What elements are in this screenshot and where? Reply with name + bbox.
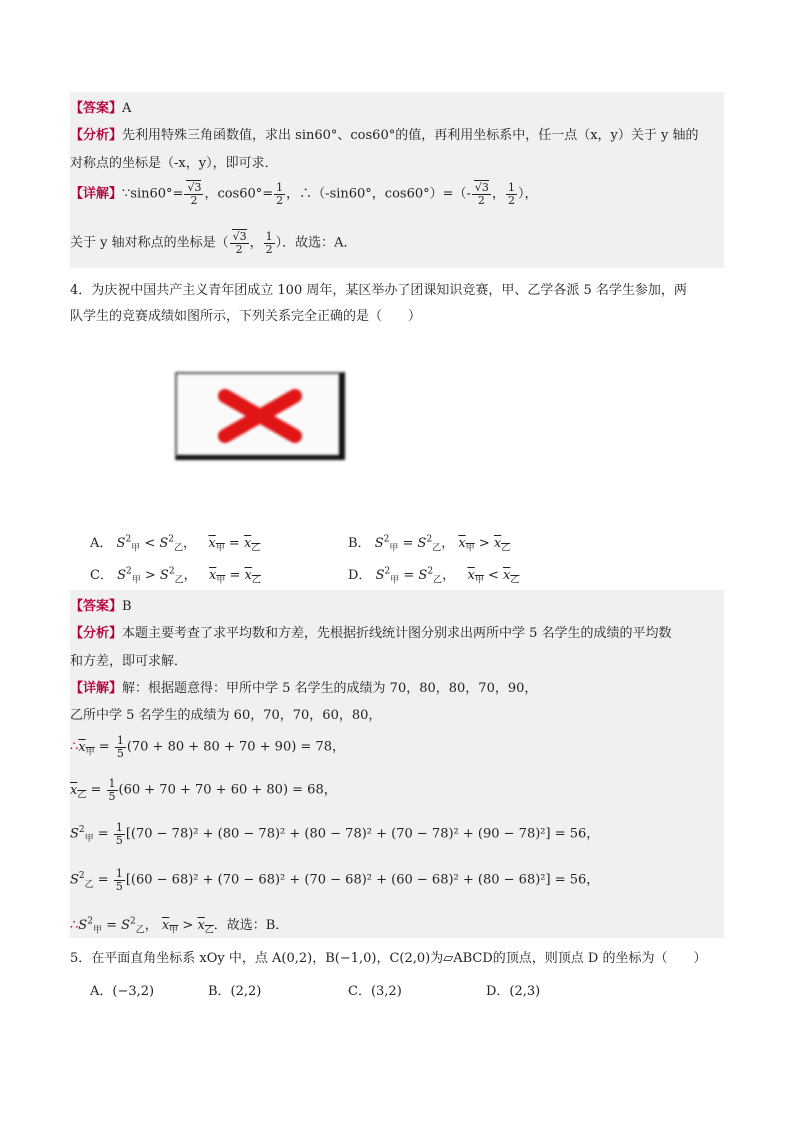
detail-text: 乙所中学 5 名学生的成绩为 60，70，70，60，80， [70, 708, 382, 723]
answer-tag: 【答案】 [70, 599, 123, 614]
question-text: 5．在平面直角坐标系 xOy 中，点 A(0,2)，B(−1,0)，C(2,0)为▱ABCD的顶点，则顶点 D 的坐标为（ ） [70, 951, 707, 966]
q4-analysis-line-1 [70, 622, 672, 641]
option-text: D．(2,3) [486, 984, 541, 999]
q4-var-jia-line: $S^2_甲$ = $\frac{1}{5}$ [(70 − 78)² + (80 − 78)² + (80 − 78)² + (70 − 78)² + (90 − 78)²] = 56， [70, 821, 600, 847]
fraction-sqrt3-over-2 [472, 182, 491, 206]
subscript: 乙 [433, 575, 443, 586]
subscript: 甲 [85, 747, 95, 758]
fraction-1-over-5 [114, 868, 125, 892]
analysis-text: 本题主要考查了求平均数和方差，先根据折线统计图分别求出两所中学 5 名学生的成绩的平均数 [122, 626, 672, 641]
broken-image-icon [175, 372, 345, 460]
analysis-text: 对称点的坐标是（-x，y），即可求． [70, 156, 278, 171]
question-text: 4．为庆祝中国共产主义青年团成立 100 周年，某区举办了团课知识竞赛，甲、乙学各派 5 名学生参加，两 [70, 283, 687, 298]
q3-analysis-line-1 [70, 124, 699, 143]
subscript: 甲 [131, 575, 141, 586]
numerator: 1 [116, 734, 124, 747]
subscript: 乙 [174, 575, 184, 586]
formula-text: [(70 − 78)² + (80 − 78)² + (80 − 78)² + (70 − 78)² + (90 − 78)²] = 56， [125, 826, 600, 842]
answer-value: A [122, 101, 132, 116]
numerator: 1 [115, 821, 123, 834]
denominator: 2 [265, 242, 273, 256]
subscript: 甲 [131, 543, 141, 554]
detail-tag: 【详解】 [70, 186, 123, 202]
numerator: 1 [507, 181, 515, 194]
subscript: 乙 [84, 880, 94, 891]
subscript: 甲 [215, 543, 225, 554]
denominator: 2 [190, 193, 198, 207]
q4-question-line-2 [70, 305, 421, 324]
q4-detail-line-2 [70, 704, 381, 723]
q4-final-line: $\therefore S^2_甲 = S^2_乙$， $x_甲 > x_乙$．故选：B． [70, 916, 289, 936]
denominator: 5 [108, 789, 116, 803]
numerator: 1 [276, 181, 284, 194]
denominator: 5 [115, 833, 123, 847]
denominator: 2 [477, 193, 485, 207]
fraction-sqrt3-over-2 [184, 182, 203, 206]
denominator: 5 [116, 746, 124, 760]
subscript: 乙 [77, 790, 87, 801]
detail-text: ，cos60°= [204, 186, 274, 202]
fraction-sqrt3-over-2 [230, 231, 249, 255]
detail-text: ∵sin60°= [122, 186, 184, 202]
question-text: 队学生的竞赛成绩如图所示，下列关系完全正确的是（ ） [70, 309, 422, 324]
q4-mean-yi-line: $x_乙$ = $\frac{1}{5}$ (60 + 70 + 70 + 60 + 80) = 68， [70, 777, 337, 803]
numerator: 1 [108, 777, 116, 790]
q4-option-d[interactable]: D． $S^2_甲 = S^2_乙$， $x_甲 < x_乙$ [348, 566, 520, 586]
subscript: 甲 [465, 543, 475, 554]
numerator: 1 [115, 867, 123, 880]
q4-answer-line [70, 595, 132, 614]
subscript: 甲 [169, 925, 179, 936]
denominator: 5 [115, 879, 123, 893]
q4-mean-jia-line: $\therefore x_甲$ = $\frac{1}{5}$ (70 + 80 + 80 + 70 + 90) = 78， [70, 734, 345, 760]
fraction-1-over-2 [264, 231, 275, 255]
q4-analysis-line-2 [70, 650, 187, 669]
q3-answer-line [70, 97, 131, 116]
formula-text: ．故选：B． [213, 918, 289, 933]
q5-option-c[interactable] [348, 980, 402, 999]
subscript: 乙 [251, 575, 261, 586]
option-text: C．(3,2) [348, 984, 402, 999]
denominator: 2 [276, 193, 284, 207]
subscript: 甲 [84, 834, 94, 845]
subscript: 乙 [135, 925, 145, 936]
q5-option-b[interactable] [208, 980, 261, 999]
subscript: 甲 [390, 575, 400, 586]
option-label: A． [90, 536, 113, 551]
subscript: 乙 [204, 925, 214, 936]
subscript: 甲 [389, 543, 399, 554]
conclusion-text: ， [249, 235, 263, 251]
analysis-text: 和方差，即可求解． [70, 654, 188, 669]
q4-var-yi-line: $S^2_乙$ = $\frac{1}{5}$ [(60 − 68)² + (70 − 68)² + (70 − 68)² + (60 − 68)² + (80 − 68)²] = 56， [70, 867, 600, 893]
q4-question-line-1 [70, 279, 687, 298]
detail-text: ）， [517, 186, 538, 202]
detail-text: ，∴（-sin60°，cos60°）=（- [286, 186, 471, 202]
q5-option-d[interactable] [486, 980, 540, 999]
q3-conclusion-line [70, 231, 357, 255]
fraction-1-over-5 [107, 778, 118, 802]
q3-detail-line [70, 182, 537, 206]
formula-text: (60 + 70 + 70 + 60 + 80) = 68， [118, 782, 337, 798]
analysis-tag: 【分析】 [70, 626, 123, 641]
q5-option-a[interactable] [90, 980, 154, 999]
option-text: A．(−3,2) [90, 984, 155, 999]
analysis-text: 先利用特殊三角函数值，求出 sin60°、cos60°的值，再利用坐标系中，任一点（x，y）关于 y 轴的 [122, 128, 699, 143]
subscript: 乙 [510, 575, 520, 586]
red-x-icon [217, 386, 303, 446]
formula-text: (70 + 80 + 80 + 70 + 90) = 78， [126, 739, 345, 755]
numerator: √3 [187, 181, 202, 194]
q4-option-a[interactable]: A． $S^2_甲 < S^2_乙$， $x_甲 = x_乙$ [90, 534, 261, 554]
detail-tag: 【详解】 [70, 681, 123, 696]
option-label: B． [348, 536, 371, 551]
subscript: 甲 [474, 575, 484, 586]
option-label: D． [348, 568, 372, 583]
numerator: √3 [232, 230, 247, 243]
formula-text: [(60 − 68)² + (70 − 68)² + (70 − 68)² + (60 − 68)² + (80 − 68)²] = 56， [125, 872, 600, 888]
fraction-1-over-2 [506, 182, 517, 206]
q4-detail-line-1 [70, 677, 537, 696]
subscript: 乙 [432, 543, 442, 554]
numerator: 1 [265, 230, 273, 243]
detail-text: ， [491, 186, 505, 202]
fraction-1-over-5 [114, 822, 125, 846]
q4-option-b[interactable]: B． $S^2_甲 = S^2_乙$， $x_甲 > x_乙$ [348, 534, 511, 554]
conclusion-text: 关于 y 轴对称点的坐标是（ [70, 235, 229, 251]
q5-question-line [70, 947, 706, 966]
conclusion-text: ）．故选：A． [275, 235, 357, 251]
subscript: 甲 [92, 925, 102, 936]
denominator: 2 [235, 242, 243, 256]
answer-tag: 【答案】 [70, 101, 123, 116]
subscript: 乙 [251, 543, 261, 554]
option-text: B．(2,2) [208, 984, 262, 999]
detail-text: 解：根据题意得：甲所中学 5 名学生的成绩为 70，80，80，70，90， [122, 681, 538, 696]
fraction-1-over-2 [274, 182, 285, 206]
q3-analysis-line-2 [70, 152, 278, 171]
analysis-tag: 【分析】 [70, 128, 123, 143]
subscript: 乙 [174, 543, 184, 554]
fraction-1-over-5 [115, 735, 126, 759]
option-label: C． [90, 568, 113, 583]
answer-value: B [122, 599, 132, 614]
denominator: 2 [507, 193, 515, 207]
subscript: 乙 [501, 543, 511, 554]
subscript: 甲 [216, 575, 226, 586]
numerator: √3 [474, 181, 489, 194]
q4-option-c[interactable]: C． $S^2_甲 > S^2_乙$， $x_甲 = x_乙$ [90, 566, 261, 586]
